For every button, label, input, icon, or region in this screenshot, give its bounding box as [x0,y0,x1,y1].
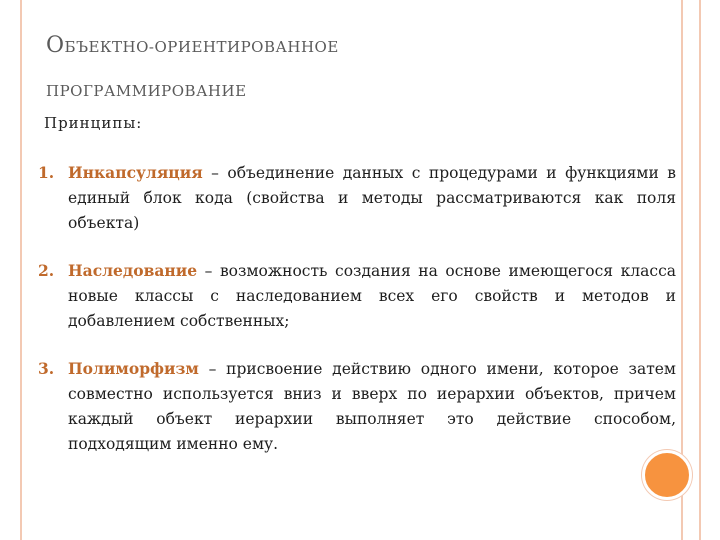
title-first-letter: О [46,33,65,58]
title-line-1-text: БЪЕКТНО-ОРИЕНТИРОВАННОЕ [64,38,339,56]
principles-list [36,160,676,479]
item-term: Наследование [68,261,198,280]
frame-left-border [20,0,22,540]
item-term: Инкапсуляция [68,163,203,182]
item-text: – присвоение действию одного имени, которое затем совместно используется вниз и вверх по иерархии объектов, причем каждый объект иерархии выполняет это действие способом, подходящим именно ему. [68,360,676,453]
subtitle: Принципы: [44,114,143,132]
item-term: Полиморфизм [68,359,199,378]
item-number: 1. [38,163,55,182]
list-item [36,160,676,236]
decorative-circle [642,450,692,500]
list-item [36,258,676,334]
item-text: – объединение данных с процедурами и функциями в единый блок кода (свойства и методы рассматриваются как поля объекта) [68,164,676,232]
title-line-2: ПРОГРАММИРОВАНИЕ [46,82,247,100]
item-number: 3. [38,359,55,378]
slide-title [46,24,606,113]
list-item [36,356,676,457]
item-text: – возможность создания на основе имеющегося класса новые классы с наследованием всех его свойств и методов и добавлением собственных; [68,262,676,330]
item-number: 2. [38,261,55,280]
title-line-1 [46,24,606,69]
